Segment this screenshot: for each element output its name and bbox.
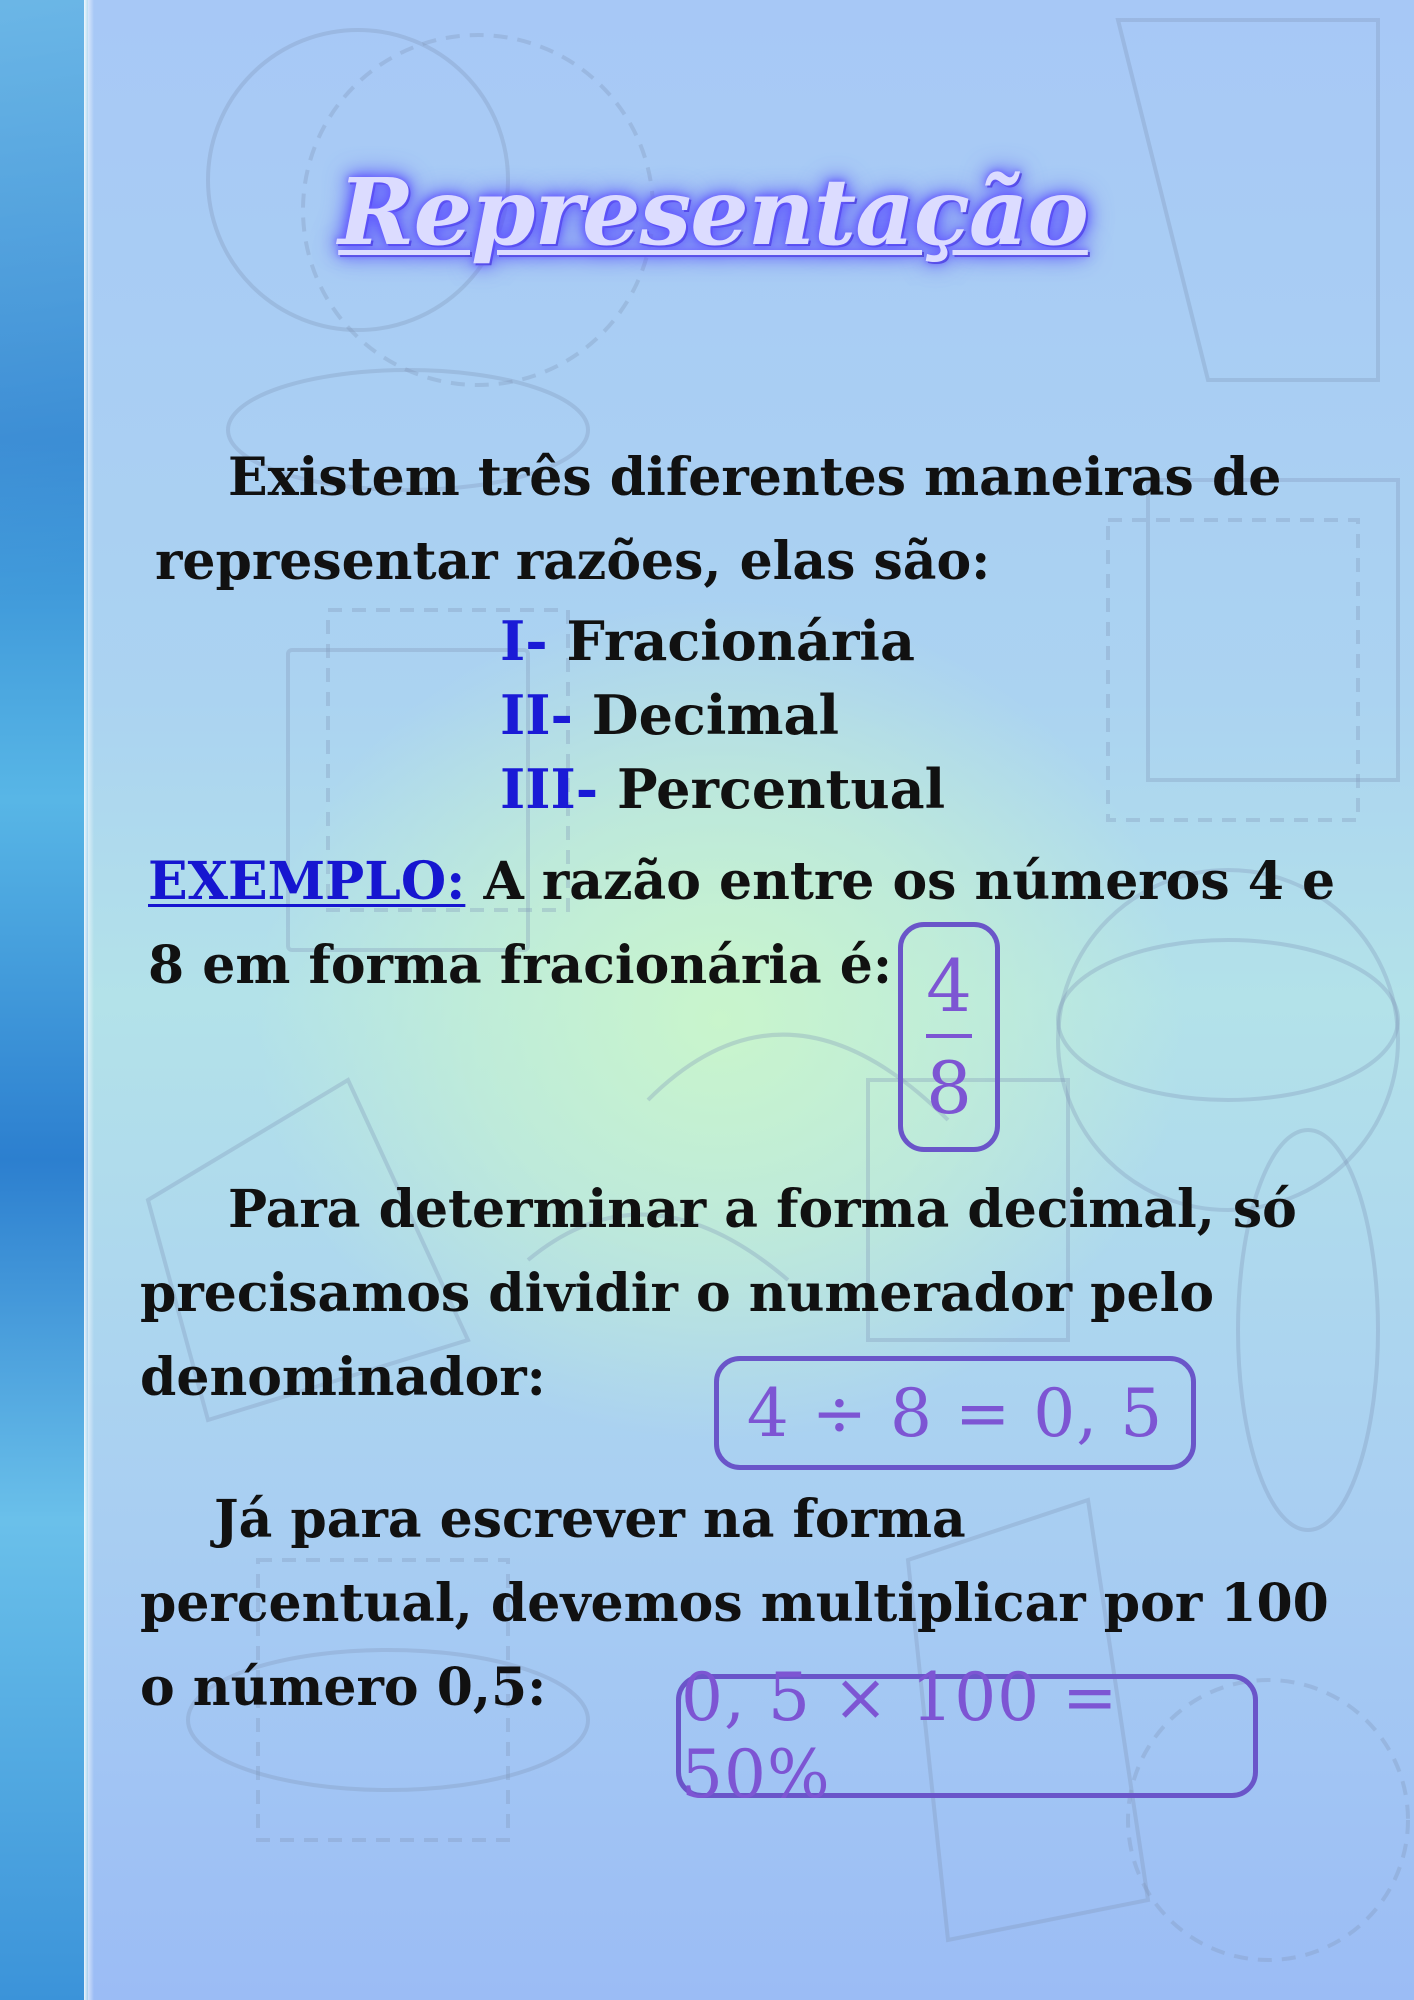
fraction-box (898, 922, 1000, 1152)
decimal-equation: 4 ÷ 8 = 0, 5 (746, 1374, 1164, 1452)
list-item-decimal (500, 679, 839, 751)
fraction (926, 946, 972, 1128)
list-numeral: III- (500, 757, 599, 821)
fraction-bar (926, 1034, 972, 1038)
page-title: Representação (338, 158, 1088, 266)
percent-line-3: o número 0,5: (140, 1657, 547, 1718)
list-numeral: I- (500, 609, 548, 673)
fraction-numerator: 4 (926, 944, 972, 1028)
decorative-watercolor-strip (0, 0, 88, 2000)
intro-line-2: representar razões, elas são: (155, 531, 991, 592)
percent-equation: 0, 5 × 100 = 50% (681, 1659, 1119, 1813)
intro-line-1: Existem três diferentes maneiras de (228, 447, 1282, 508)
list-label: Percentual (617, 757, 946, 821)
decimal-line-3: denominador: (140, 1347, 546, 1408)
list-item-percentual (500, 753, 945, 825)
list-label: Fracionária (566, 609, 915, 673)
list-item-fracionaria (500, 605, 915, 677)
example-text: A razão entre os números 4 e (483, 851, 1336, 912)
example-line-2: 8 em forma fracionária é: (148, 935, 893, 996)
percent-equation-box (676, 1659, 1258, 1813)
decimal-line-2: precisamos dividir o numerador pelo (140, 1263, 1215, 1324)
fraction-denominator: 8 (926, 1046, 972, 1130)
decimal-line-1: Para determinar a forma decimal, só (228, 1179, 1297, 1240)
example-line-1 (148, 840, 1335, 924)
list-numeral: II- (500, 683, 573, 747)
percent-line-1: Já para escrever na forma (214, 1489, 966, 1550)
list-label: Decimal (591, 683, 839, 747)
example-label: EXEMPLO: (148, 851, 466, 912)
decimal-equation-box (714, 1356, 1196, 1470)
percent-line-2: percentual, devemos multiplicar por 100 (140, 1573, 1329, 1634)
